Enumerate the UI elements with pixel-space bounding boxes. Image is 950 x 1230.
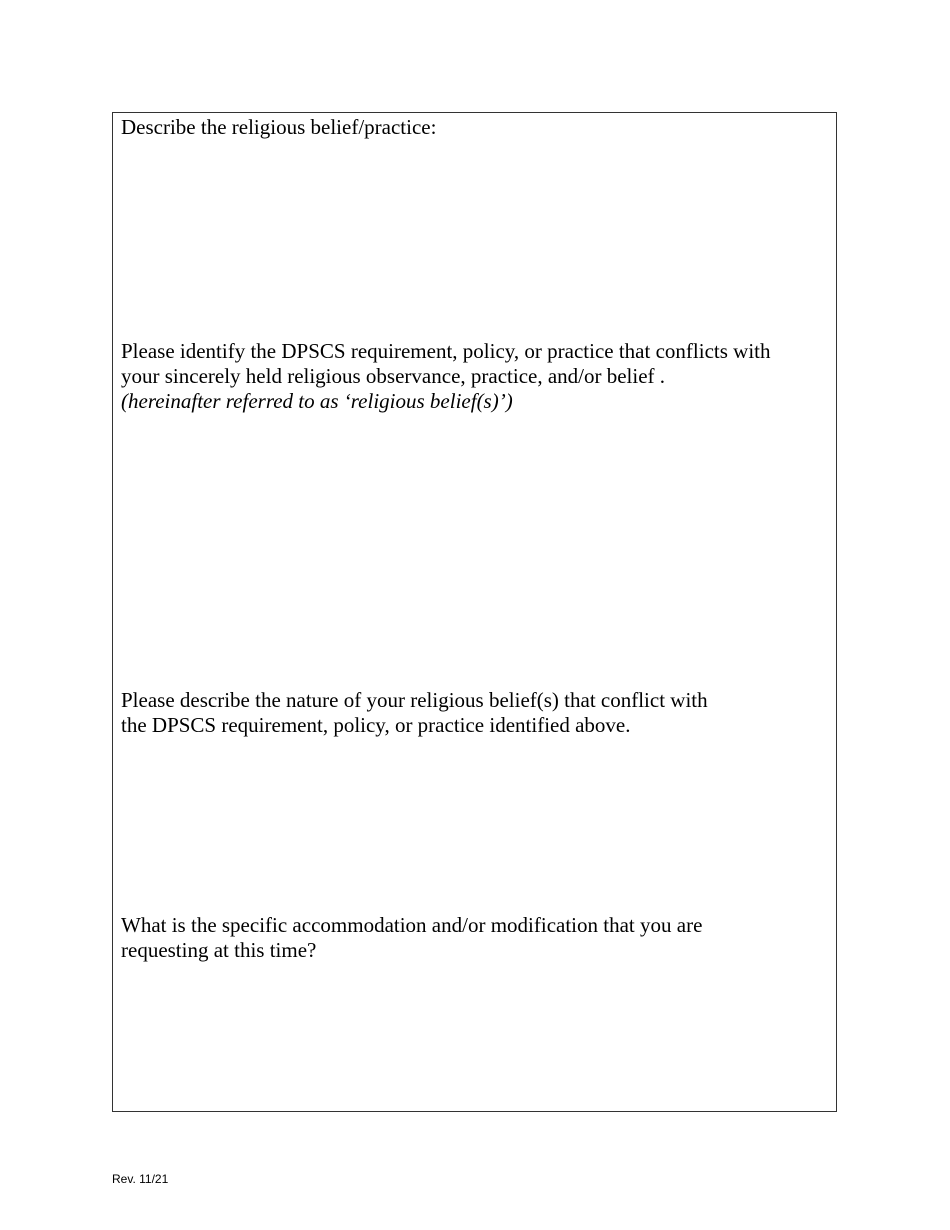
request-form-box: [112, 112, 837, 1112]
prompt-line: the DPSCS requirement, policy, or practice identified above.: [121, 713, 631, 737]
prompt-line: your sincerely held religious observance, practice, and/or belief .: [121, 364, 666, 388]
revision-footer: Rev. 11/21: [112, 1172, 169, 1186]
prompt-line: Please identify the DPSCS requirement, policy, or practice that conflicts with: [121, 339, 771, 363]
belief-nature-answer-area[interactable]: [121, 741, 828, 909]
prompt-line: Please describe the nature of your religious belief(s) that conflict with: [121, 688, 708, 712]
accommodation-request-prompt: [121, 913, 702, 963]
belief-nature-prompt: [121, 688, 708, 738]
definition-note: (hereinafter referred to as ‘religious belief(s)’): [121, 389, 513, 413]
prompt-line: requesting at this time?: [121, 938, 317, 962]
accommodation-request-answer-area[interactable]: [121, 967, 828, 1107]
conflicting-requirement-answer-area[interactable]: [121, 417, 828, 683]
belief-practice-answer-area[interactable]: [121, 145, 828, 335]
belief-practice-prompt: [121, 115, 436, 140]
prompt-line: What is the specific accommodation and/or modification that you are: [121, 913, 703, 937]
conflicting-requirement-prompt: [121, 339, 770, 414]
prompt-line: Describe the religious belief/practice:: [121, 115, 437, 139]
